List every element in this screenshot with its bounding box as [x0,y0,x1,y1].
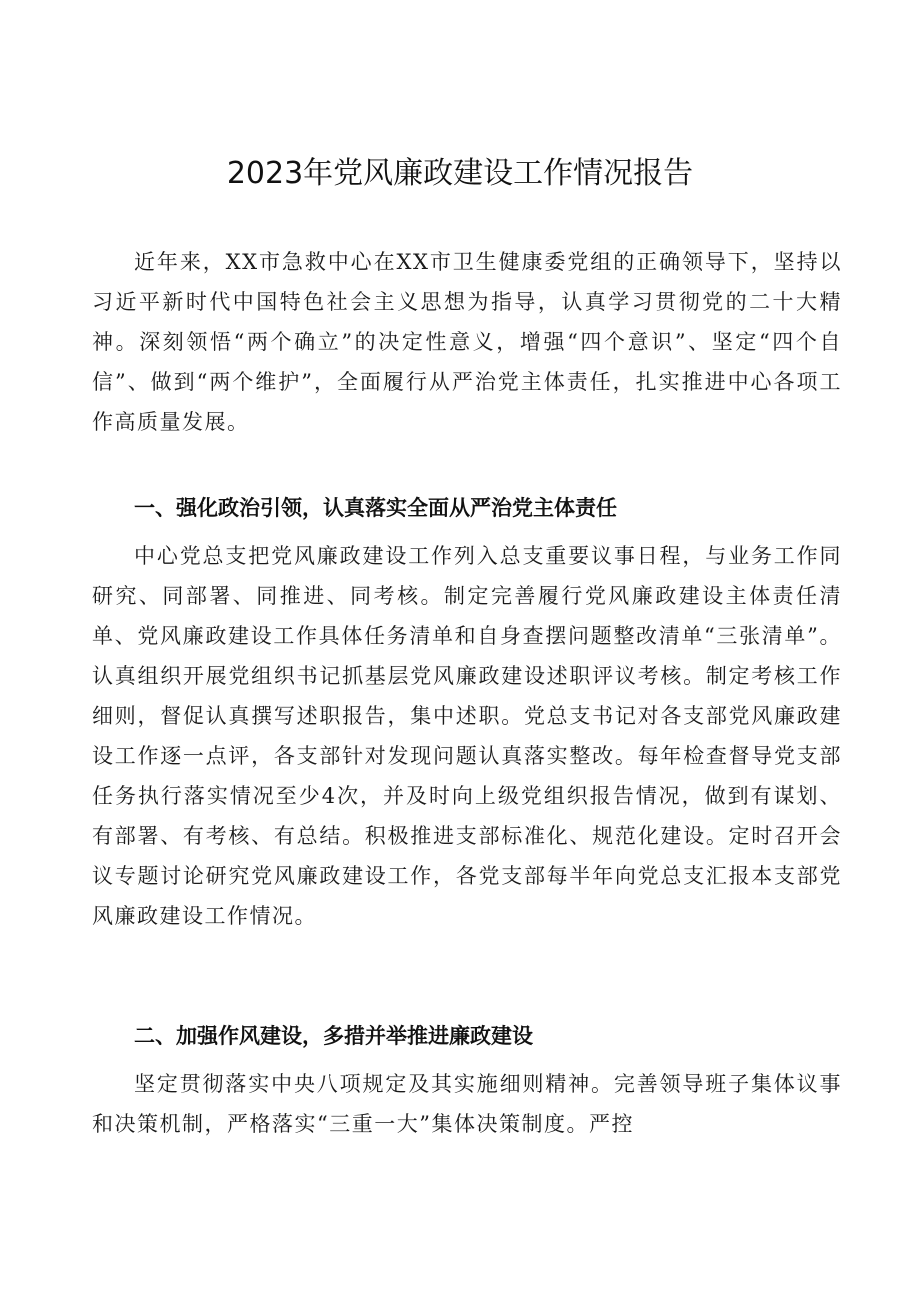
section-heading: 一、强化政治引领，认真落实全面从严治党主体责任 [134,496,617,520]
section-heading: 二、加强作风建设，多措并举推进廉政建设 [134,1024,533,1048]
document-title: 2023年党风廉政建设工作情况报告 [226,156,694,191]
section-paragraph: 中心党总支把党风廉政建设工作列入总支重要议事日程，与业务工作同研究、同部署、同推进、同考核。制定完善履行党风廉政建设主体责任清单、党风廉政建设工作具体任务清单和自身查摆问题整改清单“三张清单”。认真组织开展党组织书记抓基层党风廉政建设述职评议考核。制定考核工作细则，督促认真撰写述职报告，集中述职。党总支书记对各支部党风廉政建设工作逐一点评，各支部针对发现问题认真落实整改。每年检查督导党支部任务执行落实情况至少4次，并及时向上级党组织报告情况，做到有谋划、有部署、有考核、有总结。积极推进支部标准化、规范化建设。定时召开会议专题讨论研究党风廉政建设工作，各党支部每半年向党总支汇报本支部党风廉政建设工作情况。 [92,544,842,928]
section-paragraph: 坚定贯彻落实中央八项规定及其实施细则精神。完善领导班子集体议事和决策机制，严格落实“三重一大”集体决策制度。严控 [92,1072,842,1136]
intro-paragraph: 近年来，XX市急救中心在XX市卫生健康委党组的正确领导下，坚持以习近平新时代中国特色社会主义思想为指导，认真学习贯彻党的二十大精神。深刻领悟“两个确立”的决定性意义，增强“四个意识”、坚定“四个自信”、做到“两个维护”，全面履行从严治党主体责任，扎实推进中心各项工作高质量发展。 [92,250,842,434]
